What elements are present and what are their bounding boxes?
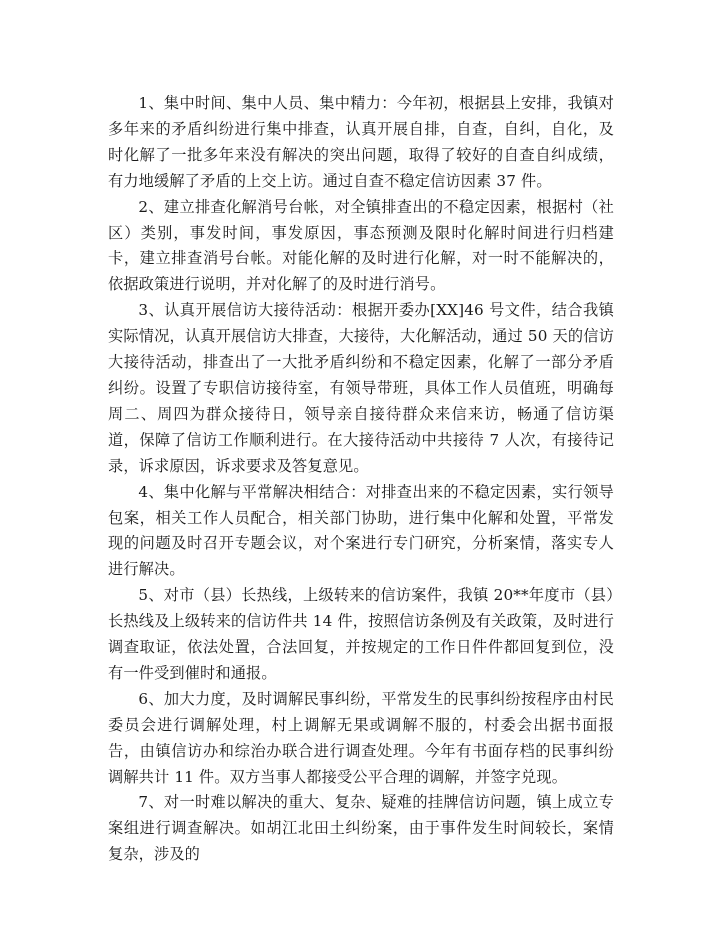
- paragraph-1: 1、集中时间、集中人员、集中精力：今年初，根据县上安排，我镇对多年来的矛盾纠纷进行集中排查，认真开展自排，自查，自纠，自化，及时化解了一批多年来没有解决的突出问题，取得了较好的自查自纠成绩，有力地缓解了矛盾的上交上访。通过自查不稳定信访因素 37 件。: [108, 94, 614, 190]
- paragraph-2: 2、建立排查化解消号台帐，对全镇排查出的不稳定因素，根据村（社区）类别，事发时间，事发原因，事态预测及限时化解时间进行归档建卡，建立排查消号台帐。对能化解的及时进行化解，对一时不能解决的，依据政策进行说明，并对化解了的及时进行消号。: [108, 197, 614, 294]
- paragraph-5: 5、对市（县）长热线，上级转来的信访案件，我镇 20**年度市（县）长热线及上级转来的信访件共 14 件，按照信访条例及有关政策，及时进行调查取证，依法处置，合法回复，并按规定的工作日件件都回复到位，没有一件受到催时和通报。: [108, 586, 614, 682]
- paragraph-7: 7、对一时难以解决的重大、复杂、疑难的挂牌信访问题，镇上成立专案组进行调查解决。如胡江北田土纠纷案，由于事件发生时间较长，案情复杂，涉及的: [108, 793, 614, 864]
- document-body: [108, 91, 614, 868]
- paragraph-4: 4、集中化解与平常解决相结合：对排查出来的不稳定因素，实行领导包案，相关工作人员配合，相关部门协助，进行集中化解和处置，平常发现的问题及时召开专题会议，对个案进行专门研究，分析案情，落实专人进行解决。: [108, 482, 614, 579]
- paragraph-6: 6、加大力度，及时调解民事纠纷，平常发生的民事纠纷按程序由村民委员会进行调解处理，村上调解无果或调解不服的，村委会出据书面报告，由镇信访办和综治办联合进行调查处理。今年有书面存档的民事纠纷调解共计 11 件。双方当事人都接受公平合理的调解，并签字兑现。: [108, 689, 614, 786]
- paragraph-3: 3、认真开展信访大接待活动：根据开委办[XX]46 号文件，结合我镇实际情况，认真开展信访大排查，大接待，大化解活动，通过 50 天的信访大接待活动，排查出了一大批矛盾纠纷和不稳定因素，化解了一部分矛盾纠纷。设置了专职信访接待室，有领导带班，具体工作人员值班，明确每周二、周四为群众接待日，领导亲自接待群众来信来访，畅通了信访渠道，保障了信访工作顺利进行。在大接待活动中共接待 7 人次，有接待记录，诉求原因，诉求要求及答复意见。: [108, 301, 614, 475]
